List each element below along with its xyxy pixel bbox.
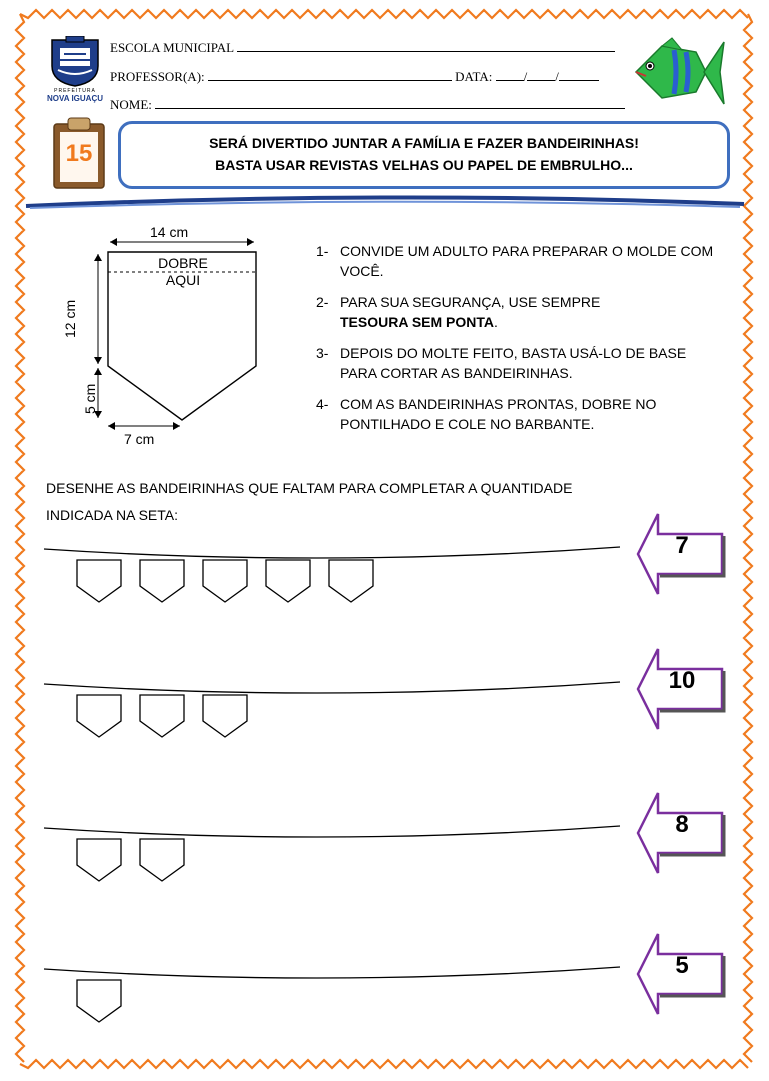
arrow-target-2: 10 [668, 667, 696, 694]
bunting-string [44, 826, 620, 837]
banner-line1: SERÁ DIVERTIDO JUNTAR A FAMÍLIA E FAZER BANDEIRINHAS! [209, 135, 639, 151]
drawn-flag [329, 560, 373, 602]
drawn-flag [140, 839, 184, 881]
teacher-field: PROFESSOR(A): DATA: / / [110, 69, 599, 85]
logo-line2: NOVA IGUAÇU [47, 94, 103, 103]
instruction-number: 1- [316, 243, 329, 259]
drawn-flag [77, 980, 121, 1022]
instruction-bold: TESOURA SEM PONTA [340, 314, 495, 330]
instruction-text: CONVIDE UM ADULTO PARA PREPARAR O MOLDE COM VOCÊ. [340, 243, 714, 279]
bunting-string [44, 682, 620, 693]
height-label: 12 cm [62, 299, 78, 338]
instruction-text: COM AS BANDEIRINHAS PRONTAS, DOBRE NO PONTILHADO E COLE NO BARBANTE. [340, 396, 657, 432]
arrow-target-1: 7 [675, 532, 689, 559]
date-label: DATA: [455, 69, 493, 84]
drawn-flag [140, 560, 184, 602]
badge-number: 15 [65, 140, 93, 167]
banner-line2: BASTA USAR REVISTAS VELHAS OU PAPEL DE EMBRULHO... [215, 157, 633, 173]
bunting-string [44, 547, 620, 558]
bunting-string [44, 967, 620, 978]
drawn-flag [77, 839, 121, 881]
instruction-number: 3- [316, 345, 329, 361]
drawn-flag [203, 695, 247, 737]
instruction-after: . [494, 314, 498, 330]
drawn-flag [140, 695, 184, 737]
teacher-label: PROFESSOR(A): [110, 69, 205, 84]
drawn-flag [203, 560, 247, 602]
name-label: NOME: [110, 97, 152, 112]
arrow-target-4: 5 [675, 952, 689, 979]
school-label: ESCOLA MUNICIPAL [110, 40, 234, 55]
instruction-text: PARA SUA SEGURANÇA, USE SEMPRE [340, 294, 601, 310]
fold-label-1: DOBRE [158, 255, 208, 271]
instruction-text: DEPOIS DO MOLTE FEITO, BASTA USÁ-LO DE BASE PARA CORTAR AS BANDEIRINHAS. [340, 345, 687, 381]
task-line2: INDICADA NA SETA: [46, 507, 178, 523]
tip-height-label: 5 cm [82, 383, 98, 414]
drawn-flag [266, 560, 310, 602]
task-line1: DESENHE AS BANDEIRINHAS QUE FALTAM PARA COMPLETAR A QUANTIDADE [46, 480, 573, 496]
width-label: 14 cm [150, 224, 189, 240]
half-width-label: 7 cm [124, 431, 155, 447]
logo-line1: PREFEITURA [54, 88, 96, 94]
arrow-target-3: 8 [675, 811, 689, 838]
drawn-flag [77, 695, 121, 737]
fold-label-2: AQUI [165, 272, 201, 288]
instruction-number: 4- [316, 396, 329, 412]
drawn-flag [77, 560, 121, 602]
instruction-number: 2- [316, 294, 329, 310]
